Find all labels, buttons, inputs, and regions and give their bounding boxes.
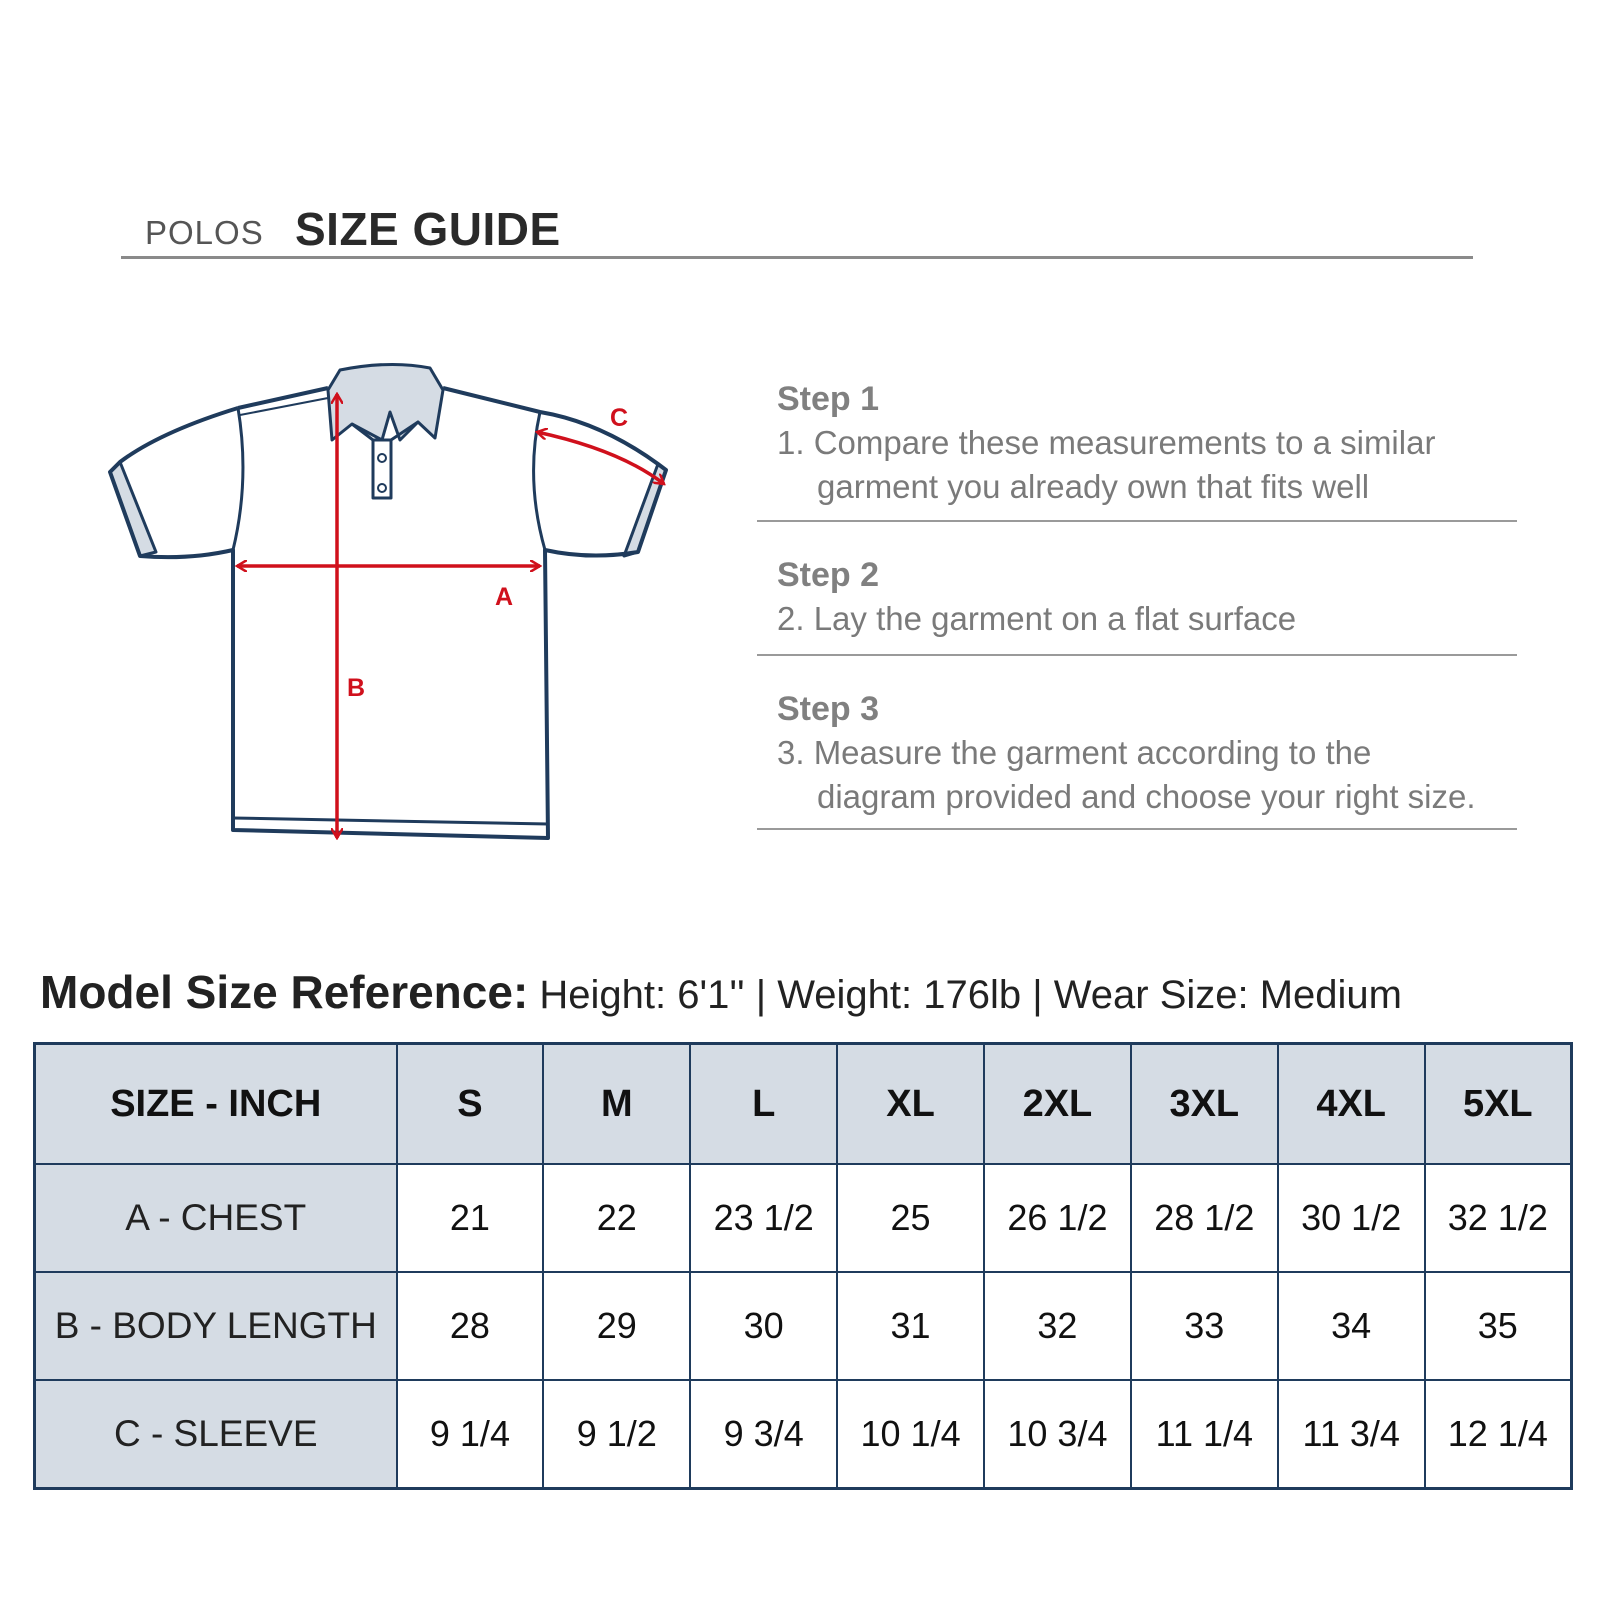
measure-lines <box>237 394 664 838</box>
table-cell: 11 3/4 <box>1278 1380 1425 1489</box>
table-cell: 9 1/4 <box>397 1380 544 1489</box>
row-label-chest: A - CHEST <box>35 1164 397 1272</box>
table-cell: 10 1/4 <box>837 1380 984 1489</box>
shirt-outline <box>110 364 666 838</box>
step-1-line2: garment you already own that fits well <box>817 468 1370 505</box>
step-2-title: Step 2 <box>777 556 880 594</box>
table-cell: 25 <box>837 1164 984 1272</box>
size-header: 4XL <box>1278 1044 1425 1165</box>
step-3-line1: 3. Measure the garment according to the <box>777 734 1372 771</box>
step-2 <box>757 556 1517 656</box>
table-cell: 21 <box>397 1164 544 1272</box>
polo-shirt-diagram <box>100 360 700 880</box>
table-cell: 31 <box>837 1272 984 1380</box>
category-label: POLOS <box>145 214 264 251</box>
table-cell: 35 <box>1425 1272 1572 1380</box>
table-row <box>35 1380 1572 1489</box>
table-cell: 29 <box>543 1272 690 1380</box>
size-header: 3XL <box>1131 1044 1278 1165</box>
size-header: M <box>543 1044 690 1165</box>
size-header: 5XL <box>1425 1044 1572 1165</box>
table-cell: 12 1/4 <box>1425 1380 1572 1489</box>
step-1 <box>757 380 1517 522</box>
size-chart-table <box>33 1042 1573 1490</box>
model-size-reference <box>40 965 1580 1025</box>
step-1-line1: 1. Compare these measurements to a similar <box>777 424 1436 461</box>
size-header: XL <box>837 1044 984 1165</box>
label-a: A <box>495 583 514 611</box>
row-label-sleeve: C - SLEEVE <box>35 1380 397 1489</box>
table-cell: 26 1/2 <box>984 1164 1131 1272</box>
table-cell: 10 3/4 <box>984 1380 1131 1489</box>
size-header: 2XL <box>984 1044 1131 1165</box>
table-cell: 11 1/4 <box>1131 1380 1278 1489</box>
step-2-line1: 2. Lay the garment on a flat surface <box>777 600 1297 637</box>
table-header-row <box>35 1044 1572 1165</box>
size-header: S <box>397 1044 544 1165</box>
page-header <box>121 198 1473 259</box>
step-1-title: Step 1 <box>777 380 880 418</box>
table-row <box>35 1272 1572 1380</box>
label-b: B <box>347 674 366 702</box>
size-header: L <box>690 1044 837 1165</box>
table-cell: 22 <box>543 1164 690 1272</box>
table-cell: 9 1/2 <box>543 1380 690 1489</box>
table-corner: SIZE - INCH <box>35 1044 397 1165</box>
page-title: SIZE GUIDE <box>295 203 561 255</box>
step-3 <box>757 690 1517 830</box>
sleeve-arrow <box>537 432 664 484</box>
model-size-details: Height: 6'1'' | Weight: 176lb | Wear Size: Medium <box>528 973 1402 1017</box>
table-cell: 33 <box>1131 1272 1278 1380</box>
step-3-line2: diagram provided and choose your right size. <box>817 778 1476 815</box>
table-cell: 32 1/2 <box>1425 1164 1572 1272</box>
table-row <box>35 1164 1572 1272</box>
table-cell: 32 <box>984 1272 1131 1380</box>
table-cell: 34 <box>1278 1272 1425 1380</box>
table-cell: 9 3/4 <box>690 1380 837 1489</box>
model-size-label: Model Size Reference: <box>40 966 529 1018</box>
row-label-body-length: B - BODY LENGTH <box>35 1272 397 1380</box>
step-3-title: Step 3 <box>777 690 880 728</box>
table-cell: 28 <box>397 1272 544 1380</box>
table-cell: 28 1/2 <box>1131 1164 1278 1272</box>
table-cell: 30 <box>690 1272 837 1380</box>
label-c: C <box>610 404 629 432</box>
table-cell: 30 1/2 <box>1278 1164 1425 1272</box>
table-cell: 23 1/2 <box>690 1164 837 1272</box>
